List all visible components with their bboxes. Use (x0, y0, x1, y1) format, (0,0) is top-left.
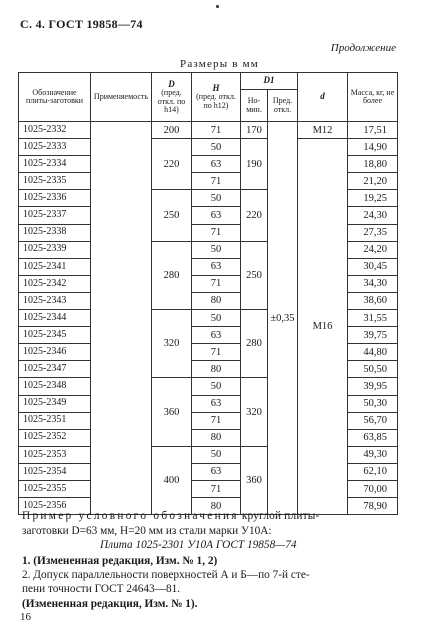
H-cell: 71 (192, 224, 241, 241)
D1-nominal-cell: 360 (241, 446, 268, 514)
D-cell: 220 (152, 139, 192, 190)
designation-cell: 1025-2332 (19, 122, 91, 139)
mass-cell: 50,50 (348, 361, 398, 378)
D-cell: 400 (152, 446, 192, 514)
D-cell: 250 (152, 190, 192, 241)
D-cell: 360 (152, 378, 192, 446)
example-line-2: заготовки D=63 мм, H=20 мм из стали марки У10А: (22, 525, 272, 537)
H-cell: 71 (192, 480, 241, 497)
designation-cell: 1025-2353 (19, 446, 91, 463)
designation-cell: 1025-2337 (19, 207, 91, 224)
designation-cell: 1025-2344 (19, 310, 91, 327)
designation-cell: 1025-2352 (19, 429, 91, 446)
col-applicability: Применяемость (91, 73, 152, 122)
page-number: 16 (20, 611, 31, 623)
H-cell: 50 (192, 241, 241, 258)
mass-cell: 24,30 (348, 207, 398, 224)
d-cell: М12 (298, 122, 348, 139)
H-cell: 63 (192, 207, 241, 224)
scan-mark (216, 5, 219, 8)
mass-cell: 44,80 (348, 344, 398, 361)
col-H-tol: (пред. откл. по h12) (196, 92, 236, 110)
page-header: С. 4. ГОСТ 19858—74 (20, 17, 143, 31)
mass-cell: 31,55 (348, 310, 398, 327)
D1-nominal-cell: 320 (241, 378, 268, 446)
mass-cell: 17,51 (348, 122, 398, 139)
note-3: (Измененная редакция, Изм. № 1). (22, 598, 198, 610)
designation-cell: 1025-2355 (19, 480, 91, 497)
col-D (152, 73, 192, 122)
designation-cell: 1025-2333 (19, 139, 91, 156)
designation-cell: 1025-2342 (19, 275, 91, 292)
H-cell: 63 (192, 327, 241, 344)
applicability-cell (91, 122, 152, 515)
designation-cell: 1025-2338 (19, 224, 91, 241)
mass-cell: 18,80 (348, 156, 398, 173)
mass-cell: 56,70 (348, 412, 398, 429)
designation-cell: 1025-2354 (19, 463, 91, 480)
col-H (192, 73, 241, 122)
H-cell: 63 (192, 463, 241, 480)
mass-cell: 39,95 (348, 378, 398, 395)
D1-nominal-cell: 190 (241, 139, 268, 190)
designation-cell: 1025-2335 (19, 173, 91, 190)
H-cell: 50 (192, 310, 241, 327)
example-line-1 (22, 509, 402, 523)
D1-nominal-cell: 250 (241, 241, 268, 309)
note-2: 2. Допуск параллельности поверхностей А и Б—по 7-й сте- (22, 569, 310, 581)
continued-label: Продолжение (330, 42, 396, 54)
designation-cell: 1025-2336 (19, 190, 91, 207)
H-cell: 71 (192, 122, 241, 139)
mass-cell: 21,20 (348, 173, 398, 190)
H-cell: 50 (192, 139, 241, 156)
H-cell: 71 (192, 344, 241, 361)
mass-cell: 39,75 (348, 327, 398, 344)
mass-cell: 78,90 (348, 498, 398, 515)
D1-nominal-cell: 220 (241, 190, 268, 241)
designation-cell: 1025-2339 (19, 241, 91, 258)
designation-cell: 1025-2334 (19, 156, 91, 173)
D-cell: 200 (152, 122, 192, 139)
col-D1-symbol: D1 (263, 75, 275, 86)
col-D-tol: (пред. откл. по h14) (157, 88, 186, 114)
note-2-continued: пени точности ГОСТ 24643—81. (22, 583, 181, 595)
example-lead-rest: круглой плиты- (238, 510, 320, 522)
mass-cell: 49,30 (348, 446, 398, 463)
mass-cell: 24,20 (348, 241, 398, 258)
col-d (298, 73, 348, 122)
H-cell: 50 (192, 446, 241, 463)
mass-cell: 50,30 (348, 395, 398, 412)
H-cell: 71 (192, 412, 241, 429)
col-designation: Обозначение плиты-заготовки (19, 73, 91, 122)
dimensions-table (18, 72, 398, 515)
H-cell: 80 (192, 292, 241, 309)
designation-cell: 1025-2351 (19, 412, 91, 429)
D1-nominal-cell: 280 (241, 310, 268, 378)
H-cell: 50 (192, 190, 241, 207)
col-mass: Масса, кг, не более (348, 73, 398, 122)
mass-cell: 19,25 (348, 190, 398, 207)
H-cell: 80 (192, 361, 241, 378)
col-D1 (241, 73, 298, 90)
col-D-symbol: D (168, 78, 175, 89)
designation-cell: 1025-2346 (19, 344, 91, 361)
table-row (19, 139, 398, 156)
mass-cell: 27,35 (348, 224, 398, 241)
designation-cell: 1025-2349 (19, 395, 91, 412)
mass-cell: 30,45 (348, 258, 398, 275)
D-cell: 320 (152, 310, 192, 378)
d-cell: М16 (298, 139, 348, 515)
H-cell: 71 (192, 275, 241, 292)
col-D1-tolerance: Пред. откл. (268, 90, 298, 122)
mass-cell: 70,00 (348, 480, 398, 497)
H-cell: 80 (192, 429, 241, 446)
mass-cell: 34,30 (348, 275, 398, 292)
H-cell: 71 (192, 173, 241, 190)
designation-cell: 1025-2345 (19, 327, 91, 344)
example-formula: Плита 1025-2301 У10А ГОСТ 19858—74 (100, 539, 297, 551)
designation-cell: 1025-2341 (19, 258, 91, 275)
designation-cell: 1025-2356 (19, 498, 91, 515)
col-H-symbol: H (212, 82, 220, 93)
mass-cell: 38,60 (348, 292, 398, 309)
D-cell: 280 (152, 241, 192, 309)
H-cell: 63 (192, 395, 241, 412)
mass-cell: 14,90 (348, 139, 398, 156)
D1-tolerance-cell: ±0,35 (268, 122, 298, 515)
H-cell: 63 (192, 258, 241, 275)
designation-cell: 1025-2343 (19, 292, 91, 309)
col-d-symbol: d (320, 91, 325, 102)
units-label: Размеры в мм (180, 58, 259, 70)
table-row (19, 122, 398, 139)
H-cell: 50 (192, 378, 241, 395)
col-D1-nominal: Но-мин. (241, 90, 268, 122)
D1-nominal-cell: 170 (241, 122, 268, 139)
mass-cell: 63,85 (348, 429, 398, 446)
mass-cell: 62,10 (348, 463, 398, 480)
example-lead: Пример условного обозначения (22, 510, 239, 522)
H-cell: 80 (192, 498, 241, 515)
designation-cell: 1025-2348 (19, 378, 91, 395)
designation-cell: 1025-2347 (19, 361, 91, 378)
note-1: 1. (Измененная редакция, Изм. № 1, 2) (22, 555, 218, 567)
H-cell: 63 (192, 156, 241, 173)
